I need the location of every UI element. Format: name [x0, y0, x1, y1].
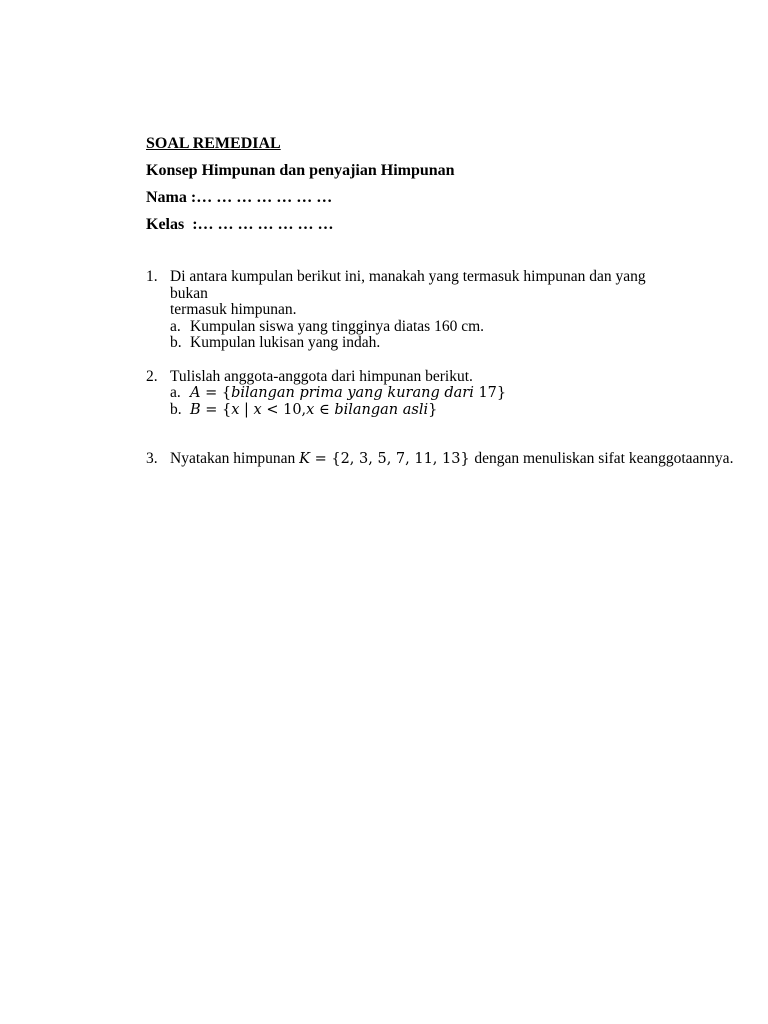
math-close-brace: } — [428, 401, 438, 418]
question-2 — [146, 369, 666, 419]
math-equals-brace: = { — [200, 385, 232, 401]
math-equals-brace: = { — [200, 401, 232, 418]
question-2-item-a — [170, 385, 666, 402]
question-1-number: 1. — [146, 268, 158, 285]
question-2-number: 2. — [146, 367, 158, 385]
item-b-label: b. — [170, 334, 182, 351]
question-1 — [146, 269, 666, 352]
item-a-text: Kumpulan siswa yang tingginya diatas 160 cm. — [190, 317, 485, 335]
question-1-item-b — [170, 335, 666, 352]
math-number-10: 10, — [283, 401, 307, 418]
question-3-suffix: dengan menuliskan sifat keanggotaannya. — [474, 450, 734, 467]
question-1-body — [170, 269, 666, 352]
question-2-text: Tulislah anggota-anggota dari himpunan berikut. — [170, 367, 473, 385]
math-var-B: B — [190, 401, 201, 418]
question-3-body — [170, 450, 734, 468]
item-a-label: a. — [170, 317, 181, 335]
item-b-label: b. — [170, 400, 182, 418]
math-var-K: K — [299, 451, 310, 467]
math-number-17: 17 — [478, 385, 497, 401]
set-notation-a — [190, 385, 506, 402]
question-list — [146, 268, 734, 468]
question-1-item-a — [170, 319, 666, 336]
name-field-line: Nama :… … … … … … … — [146, 189, 333, 206]
question-3-text — [170, 450, 734, 468]
set-notation-b — [190, 402, 437, 419]
math-set-description: bilangan prima yang kurang dari — [231, 385, 479, 401]
item-a-label: a. — [170, 384, 181, 401]
math-close-brace: } — [460, 451, 475, 467]
math-set-elements: 2, 3, 5, 7, 11, 13 — [340, 451, 461, 467]
math-equals-brace: = { — [309, 451, 341, 467]
question-2-body — [170, 369, 666, 419]
math-such-that-bar: | — [239, 401, 254, 418]
class-field-line: Kelas :… … … … … … … — [146, 216, 334, 233]
math-close-brace: } — [496, 385, 507, 401]
page-subtitle: Konsep Himpunan dan penyajian Himpunan — [146, 162, 455, 179]
math-set-description: bilangan asli — [334, 401, 429, 418]
question-2-item-b — [170, 402, 666, 419]
math-element-of-symbol: ∈ — [314, 401, 335, 418]
math-var-x: x — [231, 401, 240, 418]
question-3-number: 3. — [146, 450, 158, 467]
item-b-text: Kumpulan lukisan yang indah. — [190, 334, 381, 351]
question-3 — [146, 450, 734, 468]
math-var-x: x — [253, 401, 262, 418]
math-var-x: x — [306, 401, 315, 418]
question-1-text-line1: Di antara kumpulan berikut ini, manakah yang termasuk himpunan dan yang bukan — [170, 268, 646, 302]
math-less-than: < — [261, 401, 284, 418]
page-title: SOAL REMEDIAL — [146, 135, 281, 152]
worksheet-content — [146, 130, 734, 468]
math-var-A: A — [190, 385, 201, 401]
question-3-prefix: Nyatakan himpunan — [170, 450, 300, 467]
question-1-text-line2: termasuk himpunan. — [170, 301, 297, 318]
